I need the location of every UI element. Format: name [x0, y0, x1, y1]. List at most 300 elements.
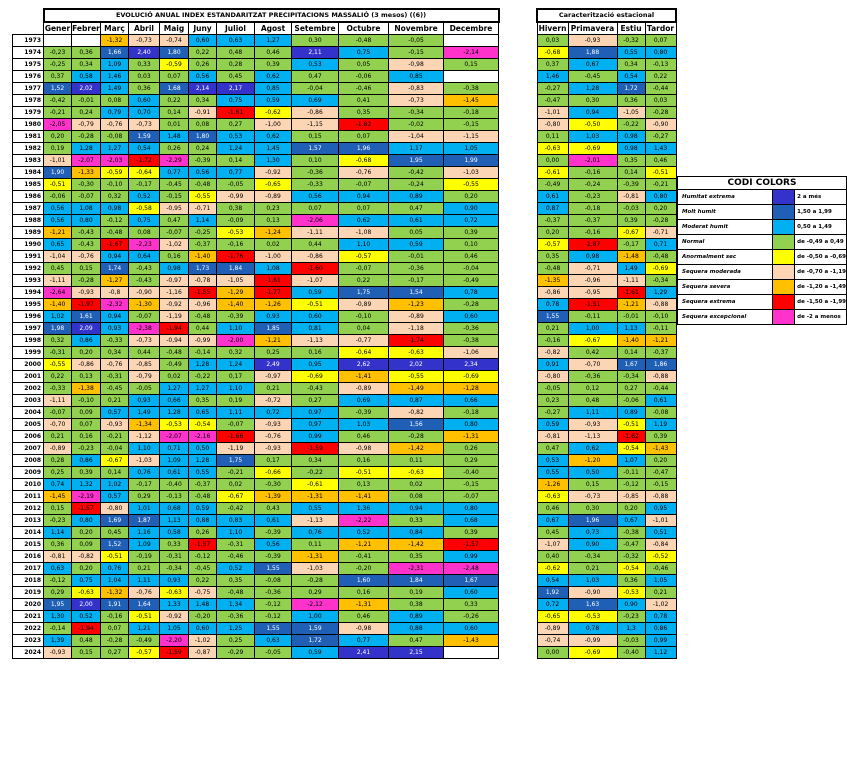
season-cell: -0,67 [568, 335, 617, 347]
spi-cell: -1,04 [389, 131, 444, 143]
year-row [13, 95, 499, 107]
season-row [537, 59, 676, 71]
spi-cell: 0,08 [389, 491, 444, 503]
spi-cell: 0,47 [389, 635, 444, 647]
spi-cell: -1,32 [101, 587, 129, 599]
year-label: 2019 [13, 587, 44, 599]
season-cell: 0,78 [645, 611, 676, 623]
season-cell: -0,01 [617, 311, 645, 323]
season-cell: -0,80 [537, 371, 568, 383]
spi-cell: -2,12 [292, 599, 339, 611]
spi-cell: 1,30 [255, 155, 292, 167]
year-label: 2010 [13, 479, 44, 491]
spi-cell: -2,48 [444, 563, 499, 575]
season-cell: 1,46 [537, 71, 568, 83]
spi-cell: 2,14 [189, 83, 217, 95]
spi-cell: -0,96 [189, 299, 217, 311]
spi-cell: 0,79 [101, 107, 129, 119]
spi-cell: 1,14 [189, 215, 217, 227]
spi-cell: -0,98 [389, 59, 444, 71]
spi-cell: -0,78 [189, 275, 217, 287]
spi-cell: -0,42 [217, 503, 255, 515]
spi-cell: -0,53 [160, 419, 189, 431]
spi-cell: -0,92 [160, 299, 189, 311]
spi-cell: -1,31 [339, 599, 389, 611]
year-label: 1987 [13, 203, 44, 215]
spi-cell: 2,34 [444, 359, 499, 371]
season-cell: -0,82 [537, 347, 568, 359]
season-cell: 0,89 [617, 407, 645, 419]
season-cell: -0,89 [537, 623, 568, 635]
season-cell: 1,43 [645, 143, 676, 155]
spi-cell: -0,87 [189, 647, 217, 659]
season-cell: -1,02 [645, 599, 676, 611]
spi-cell: 0,07 [339, 203, 389, 215]
spi-cell: 1,67 [444, 575, 499, 587]
season-cell: 0,47 [537, 443, 568, 455]
spi-cell: -0,15 [444, 479, 499, 491]
season-cell: -1,11 [617, 275, 645, 287]
year-row [13, 443, 499, 455]
spi-cell: 1,73 [189, 263, 217, 275]
year-row [13, 167, 499, 179]
spi-cell: -0,49 [129, 635, 160, 647]
spi-cell: 0,59 [292, 287, 339, 299]
spi-cell: 1,08 [255, 263, 292, 275]
spi-cell: -0,39 [339, 407, 389, 419]
season-cell: 0,61 [537, 191, 568, 203]
spi-cell: 0,35 [389, 551, 444, 563]
spi-cell: -2,03 [101, 155, 129, 167]
legend-swatch [772, 310, 794, 325]
spi-cell: 0,80 [72, 515, 101, 527]
spi-cell: -0,33 [101, 335, 129, 347]
spi-cell: -0,93 [44, 647, 72, 659]
legend-row [678, 310, 847, 325]
spi-cell: -1,57 [444, 539, 499, 551]
spi-cell [444, 71, 499, 83]
spi-cell: -0,12 [255, 611, 292, 623]
spi-cell: 0,56 [44, 203, 72, 215]
season-cell: 1,03 [568, 131, 617, 143]
spi-cell: 1,49 [101, 83, 129, 95]
year-row [13, 47, 499, 59]
spi-cell: 0,08 [189, 119, 217, 131]
season-cell: 0,00 [537, 155, 568, 167]
spi-cell: 0,93 [101, 323, 129, 335]
season-cell: 0,62 [568, 443, 617, 455]
year-row [13, 623, 499, 635]
season-cell: -0,73 [568, 491, 617, 503]
spi-cell: 0,52 [72, 611, 101, 623]
month-header: Novembre [389, 22, 444, 35]
spi-cell: -0,07 [72, 191, 101, 203]
spi-cell: -0,12 [44, 575, 72, 587]
spi-cell: -0,14 [189, 347, 217, 359]
spi-cell: 0,32 [101, 191, 129, 203]
spi-cell: -0,10 [339, 311, 389, 323]
spi-cell: -1,28 [444, 383, 499, 395]
season-cell: -0,81 [617, 191, 645, 203]
spi-cell: 0,39 [255, 59, 292, 71]
spi-cell: -0,28 [444, 299, 499, 311]
spi-cell: -0,63 [72, 587, 101, 599]
season-cell: -0,74 [537, 635, 568, 647]
spi-cell: -1,59 [160, 647, 189, 659]
spi-cell: 1,17 [389, 143, 444, 155]
spi-cell: 0,21 [255, 383, 292, 395]
spi-cell: -1,74 [389, 335, 444, 347]
spi-cell: -0,22 [189, 371, 217, 383]
year-label: 1986 [13, 191, 44, 203]
spi-cell: 1,55 [255, 623, 292, 635]
spi-cell: 0,70 [129, 107, 160, 119]
spi-cell: 0,39 [72, 467, 101, 479]
season-cell: -1,01 [645, 515, 676, 527]
spi-cell: 0,63 [255, 635, 292, 647]
spi-cell: 0,68 [444, 515, 499, 527]
spi-cell: 1,84 [217, 263, 255, 275]
spi-cell: -1,94 [72, 623, 101, 635]
spi-cell: -0,57 [339, 251, 389, 263]
year-row [13, 491, 499, 503]
spi-cell: 2,02 [389, 359, 444, 371]
spi-cell: 0,44 [129, 347, 160, 359]
spi-cell: 0,59 [389, 239, 444, 251]
spi-cell: -1,72 [129, 155, 160, 167]
spi-cell: 0,22 [160, 95, 189, 107]
spi-cell: 0,76 [129, 467, 160, 479]
spi-cell: -1,40 [44, 299, 72, 311]
spi-cell: -0,39 [217, 311, 255, 323]
legend-swatch [772, 295, 794, 310]
year-row [13, 383, 499, 395]
spi-cell: 0,99 [292, 431, 339, 443]
season-cell: -0,34 [568, 551, 617, 563]
spi-cell: 0,09 [72, 407, 101, 419]
spi-cell: 0,46 [444, 251, 499, 263]
season-cell: -0,11 [645, 323, 676, 335]
season-cell: -0,52 [645, 551, 676, 563]
season-row [537, 599, 676, 611]
spi-cell: -0,89 [389, 311, 444, 323]
spi-cell: 0,58 [72, 71, 101, 83]
spi-cell: -0,36 [292, 167, 339, 179]
season-cell: -0,22 [617, 119, 645, 131]
year-row [13, 479, 499, 491]
season-cell: 0,95 [645, 503, 676, 515]
year-row [13, 419, 499, 431]
season-cell: 0,55 [617, 47, 645, 59]
spi-cell: -0,34 [160, 563, 189, 575]
spi-cell: -0,76 [339, 167, 389, 179]
spi-cell: -0,34 [389, 107, 444, 119]
season-cell: -0,11 [568, 311, 617, 323]
spi-cell: 0,15 [72, 263, 101, 275]
spi-cell: -0,46 [217, 551, 255, 563]
spi-cell: -1,59 [292, 443, 339, 455]
season-row [537, 191, 676, 203]
spi-cell: -0,79 [72, 119, 101, 131]
spi-cell: 1,02 [101, 479, 129, 491]
season-cell: 0,23 [537, 395, 568, 407]
spi-cell: -1,23 [389, 299, 444, 311]
spi-cell: 0,28 [44, 455, 72, 467]
year-row [13, 275, 499, 287]
year-row [13, 431, 499, 443]
spi-cell: -0,73 [129, 119, 160, 131]
spi-cell: 0,20 [72, 563, 101, 575]
season-cell: -0,12 [617, 479, 645, 491]
spi-cell: 1,27 [160, 383, 189, 395]
season-cell: 0,46 [645, 155, 676, 167]
season-cell: -1,20 [568, 455, 617, 467]
season-cell: -0,23 [568, 191, 617, 203]
spi-cell: 0,66 [444, 395, 499, 407]
spi-cell: 1,27 [189, 383, 217, 395]
spi-cell: 0,94 [101, 251, 129, 263]
spi-cell: -0,86 [292, 107, 339, 119]
spi-cell: 0,52 [129, 191, 160, 203]
season-cell: -0,93 [568, 35, 617, 47]
season-cell: -0,63 [537, 143, 568, 155]
legend-range: de -0,50 a -0,69 [795, 250, 847, 265]
spi-cell: -0,05 [255, 647, 292, 659]
spi-cell: -1,42 [389, 443, 444, 455]
spi-cell: -0,33 [292, 179, 339, 191]
spi-cell: 0,04 [339, 323, 389, 335]
spi-cell: 0,69 [292, 95, 339, 107]
season-cell: 0,54 [617, 71, 645, 83]
season-cell: -0,48 [645, 251, 676, 263]
season-cell: -0,10 [645, 311, 676, 323]
spi-cell: 1,74 [101, 263, 129, 275]
spi-cell: -0,93 [255, 419, 292, 431]
spi-cell: -1,16 [160, 287, 189, 299]
season-cell: -0,46 [645, 563, 676, 575]
season-cell: -1,51 [568, 299, 617, 311]
spi-cell: -0,09 [217, 215, 255, 227]
season-row [537, 479, 676, 491]
year-row [13, 131, 499, 143]
season-cell: -0,44 [645, 383, 676, 395]
spi-cell: -0,31 [44, 347, 72, 359]
spi-cell: -0,48 [217, 587, 255, 599]
season-row [537, 155, 676, 167]
season-cell: -0,62 [537, 563, 568, 575]
spi-cell [444, 647, 499, 659]
season-cell: 0,98 [617, 131, 645, 143]
spi-cell: 0,89 [389, 191, 444, 203]
spi-cell: 1,13 [160, 515, 189, 527]
season-cell: -0,69 [568, 143, 617, 155]
spi-cell: -0,19 [129, 551, 160, 563]
spi-cell: 0,34 [72, 59, 101, 71]
spi-cell: -0,07 [339, 179, 389, 191]
season-cell: 0,21 [537, 323, 568, 335]
season-row [537, 107, 676, 119]
spi-cell: 0,47 [160, 215, 189, 227]
year-row [13, 539, 499, 551]
year-row [13, 143, 499, 155]
spi-cell: -0,89 [44, 443, 72, 455]
season-cell: 0,78 [537, 299, 568, 311]
spi-cell: -0,77 [339, 335, 389, 347]
spi-cell: -0,69 [292, 371, 339, 383]
season-row [537, 347, 676, 359]
season-cell: 0,03 [645, 95, 676, 107]
spi-cell: -1,00 [255, 251, 292, 263]
season-cell: -1,01 [537, 107, 568, 119]
spi-cell: -0,48 [339, 35, 389, 47]
season-cell: -0,90 [568, 587, 617, 599]
spi-cell: 0,54 [129, 143, 160, 155]
spi-cell: 1,52 [101, 539, 129, 551]
spi-cell: -1,31 [292, 491, 339, 503]
season-cell: 0,54 [537, 575, 568, 587]
spi-cell: 0,87 [389, 395, 444, 407]
spi-cell: -2,05 [44, 119, 72, 131]
spi-cell: 0,05 [339, 59, 389, 71]
spi-cell: 0,10 [444, 239, 499, 251]
year-row [13, 395, 499, 407]
spi-cell: 0,22 [189, 47, 217, 59]
season-cell: 1,92 [537, 587, 568, 599]
spi-cell: -1,26 [255, 299, 292, 311]
spi-cell: 1,00 [292, 611, 339, 623]
spi-cell: -0,23 [44, 47, 72, 59]
year-label: 2016 [13, 551, 44, 563]
spi-cell: 1,80 [189, 131, 217, 143]
season-row [537, 575, 676, 587]
season-cell: -0,47 [537, 95, 568, 107]
spi-cell: -0,31 [101, 371, 129, 383]
spi-cell: -0,55 [44, 359, 72, 371]
season-cell: -0,53 [617, 587, 645, 599]
spi-cell: -0,93 [101, 419, 129, 431]
spi-cell: -0,70 [44, 419, 72, 431]
season-cell: -1,43 [645, 443, 676, 455]
spi-cell: 1,69 [101, 515, 129, 527]
spi-cell: 0,10 [292, 155, 339, 167]
spi-cell: -0,23 [72, 443, 101, 455]
season-cell: 1,72 [617, 83, 645, 95]
season-cell: 1,11 [568, 407, 617, 419]
year-label: 1985 [13, 179, 44, 191]
season-cell: 1,19 [645, 419, 676, 431]
spi-cell: 0,99 [444, 551, 499, 563]
spi-cell: -1,01 [44, 155, 72, 167]
year-row [13, 179, 499, 191]
spi-cell: 0,41 [339, 95, 389, 107]
spi-cell: 1,27 [101, 143, 129, 155]
season-cell: 0,90 [617, 599, 645, 611]
spi-cell: 0,53 [292, 59, 339, 71]
spi-cell: -0,71 [189, 203, 217, 215]
spi-cell: 0,07 [72, 419, 101, 431]
season-cell: 1,13 [617, 323, 645, 335]
spi-cell: -1,55 [189, 287, 217, 299]
spi-cell: 0,33 [129, 59, 160, 71]
spi-cell: -0,75 [189, 587, 217, 599]
year-label: 1991 [13, 251, 44, 263]
spi-cell: 1,24 [217, 359, 255, 371]
year-row [13, 575, 499, 587]
season-cell: 0,03 [537, 35, 568, 47]
year-label: 1993 [13, 275, 44, 287]
spi-cell: -0,51 [292, 299, 339, 311]
spi-cell: 1,28 [72, 143, 101, 155]
season-cell: -0,27 [537, 407, 568, 419]
spi-cell: 1,57 [292, 143, 339, 155]
spi-cell: 1,10 [217, 383, 255, 395]
season-cell: 0,12 [568, 383, 617, 395]
spi-cell: 0,75 [339, 47, 389, 59]
spi-cell: 0,88 [389, 623, 444, 635]
season-cell: 0,27 [617, 383, 645, 395]
spi-cell: 0,93 [129, 395, 160, 407]
legend-title: CODI COLORS [678, 177, 847, 190]
season-cell: 0,14 [617, 167, 645, 179]
spi-cell: -1,27 [101, 275, 129, 287]
spi-cell: -0,26 [444, 611, 499, 623]
spi-cell: 0,72 [444, 215, 499, 227]
spi-cell: 0,28 [217, 59, 255, 71]
spi-cell: 0,61 [255, 515, 292, 527]
season-cell: -0,06 [617, 395, 645, 407]
spi-cell: -1,15 [292, 119, 339, 131]
spi-cell: -0,39 [189, 155, 217, 167]
spi-cell: 0,81 [292, 323, 339, 335]
spi-cell: -1,45 [444, 95, 499, 107]
year-row [13, 515, 499, 527]
spi-cell: 0,44 [292, 239, 339, 251]
year-row [13, 335, 499, 347]
season-cell: 0,71 [645, 239, 676, 251]
spi-cell: -0,20 [339, 563, 389, 575]
spi-cell: -0,62 [255, 107, 292, 119]
spi-cell: 0,72 [255, 407, 292, 419]
spi-cell: -0,36 [389, 263, 444, 275]
spi-cell: -0,05 [389, 35, 444, 47]
spi-cell: 0,85 [255, 83, 292, 95]
spi-cell: -0,48 [189, 491, 217, 503]
spi-cell: -0,76 [129, 587, 160, 599]
spi-cell: 0,29 [129, 491, 160, 503]
spi-cell: -0,48 [189, 179, 217, 191]
spi-cell: 0,19 [217, 395, 255, 407]
spi-cell: -0,16 [101, 611, 129, 623]
year-row [13, 35, 499, 47]
season-cell: -0,37 [645, 347, 676, 359]
spi-cell: 0,62 [255, 71, 292, 83]
spi-cell: -0,55 [189, 191, 217, 203]
spi-cell: 0,48 [72, 635, 101, 647]
spi-cell: 1,14 [44, 527, 72, 539]
year-label: 1984 [13, 167, 44, 179]
spi-cell: 0,20 [72, 347, 101, 359]
year-row [13, 347, 499, 359]
season-cell: 0,53 [537, 455, 568, 467]
spi-cell: 0,59 [292, 647, 339, 659]
year-row [13, 311, 499, 323]
season-row [537, 251, 676, 263]
spi-cell: -0,91 [189, 107, 217, 119]
spi-cell: 0,25 [44, 467, 72, 479]
season-cell: 0,72 [537, 599, 568, 611]
year-label: 2009 [13, 467, 44, 479]
spi-cell: 0,56 [255, 539, 292, 551]
